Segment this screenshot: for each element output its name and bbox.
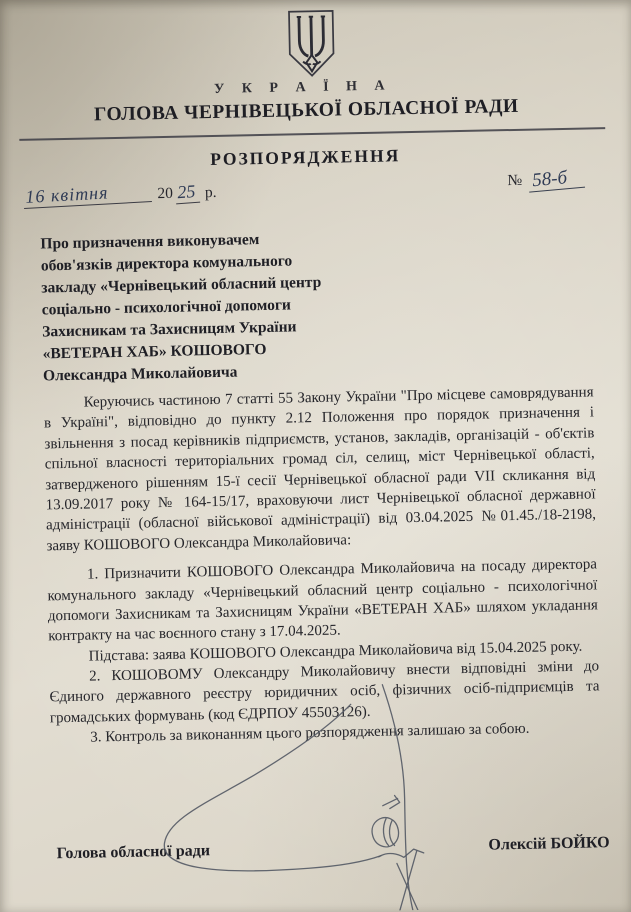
order-item-basis: Підстава: заява КОШОВОГО Олександра Миколайовича від 15.04.2025 року. xyxy=(88,638,583,665)
official-position: Голова обласної ради xyxy=(56,842,211,863)
subject-block: Про призначення виконувачем обов'язків директора комунального закладу «Чернівецький обласний центр соціально - психологічної допомоги Захисникам та Захисницям України «ВЕТЕРАН ХАБ» КОШОВОГО Олександра Миколайовича xyxy=(40,231,322,385)
date-number-row xyxy=(23,167,598,216)
year-prefix: 20 xyxy=(157,184,174,203)
handwritten-number: 58-б xyxy=(527,167,585,193)
preamble-paragraph: Керуючись частиною 7 статті 55 Закону України "Про місцеве самоврядування в Україні", відповідно до пункту 2.12 Положення про порядок призначення і звільнення з посад керівників підприємств, установ, закладів, організацій - об'єктів спільної власності територіальних громад сіл, селищ, міст Чернівецької області, затвердженого рішенням 15-ї сесії Чернівецької обласної ради VII скликання від 13.09.2017 року № 164-15/17, враховуючи лист Чернівецької обласної державної адміністрації (обласної військової адміністрації) від 03.04.2025 №01.45./18-2198, заяву КОШОВОГО Олександра Миколайовича: xyxy=(43,384,597,555)
signature-block xyxy=(56,834,609,863)
handwritten-year: 25 xyxy=(174,182,199,205)
number-sign: № xyxy=(507,171,523,190)
order-item-3: 3. Контроль за виконанням цього розпорядження залишаю за собою. xyxy=(90,721,530,746)
country-name: У К Р А Ї Н А xyxy=(213,78,392,97)
order-item-1: 1. Призначити КОШОВОГО Олександра Миколайовича на посаду директора комунального закладу «Чернівецький обласний центр соціально - психологічної допомоги Захисникам та Захисницям України «ВЕТЕРАН ХАБ» шляхом укладання контракту на час воєнного стану з 17.04.2025. xyxy=(47,556,598,645)
header-rule xyxy=(19,127,605,141)
handwritten-date: 16 квітня xyxy=(23,181,152,209)
authority-title: ГОЛОВА ЧЕРНІВЕЦЬКОЇ ОБЛАСНОЇ РАДИ xyxy=(93,95,519,126)
order-item-2: 2. КОШОВОМУ Олександру Миколайовичу внести відповідні зміни до Єдиного державного реєстру юридичних осіб, фізичних осіб-підприємців та громадських формувань (код ЄДРПОУ 45503126). xyxy=(49,658,600,727)
date-field xyxy=(23,182,217,207)
year-suffix: р. xyxy=(204,183,217,202)
document-body xyxy=(43,382,600,749)
official-name: Олексій БОЙКО xyxy=(488,834,610,854)
document-type-title: РОЗПОРЯДЖЕННЯ xyxy=(210,145,401,170)
ukraine-trident-emblem-icon xyxy=(280,7,343,80)
number-field xyxy=(507,169,584,192)
